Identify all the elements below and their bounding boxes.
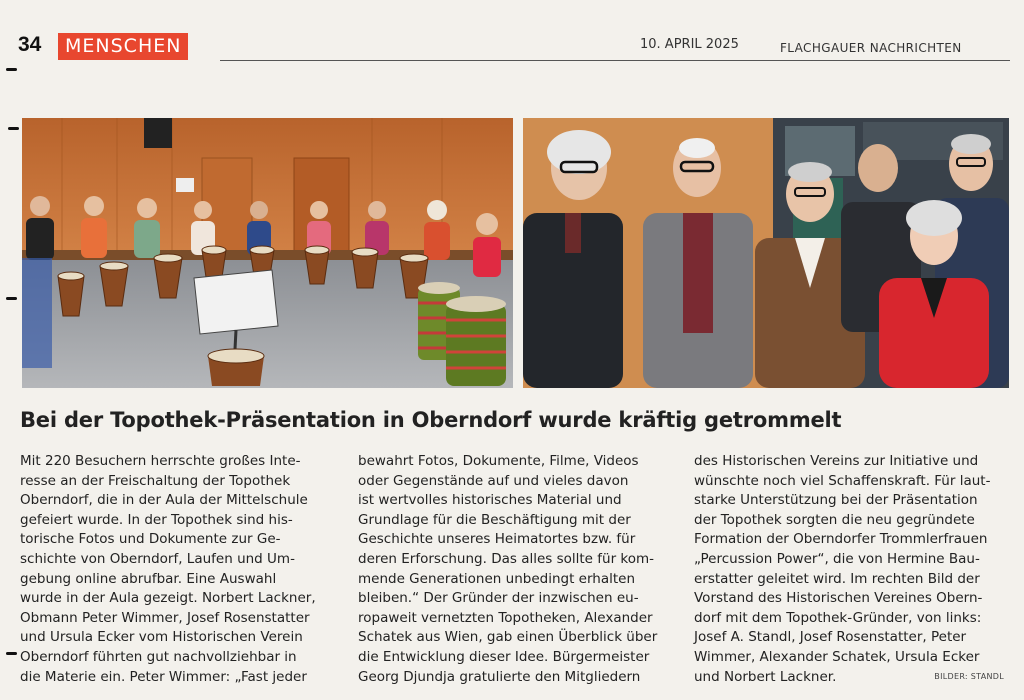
article-column-1: Mit 220 Besuchern herrschte großes Inte- resse an der Freischaltung der Topothek Oberndorf, die in der Aula der Mittelschule gefeiert wurde. In der Topothek sind his- torische Fotos und Dokumente zur Ge- schichte von Oberndorf, Laufen und Um- gebung online abrufbar. Eine Auswahl wurde in der Aula gezeigt. Norbert Lackner, Obmann Peter Wimmer, Josef Rosenstatter und Ursula Ecker vom Historischen Verein Oberndorf führten gut nachvollziehbar in die Materie ein. Peter Wimmer: „Fast jeder (20, 453, 316, 685)
photo-drumming-group (22, 118, 513, 388)
page-number: 34 (18, 33, 42, 56)
scan-mark (8, 127, 19, 130)
scan-mark (6, 297, 17, 300)
photo-board-members (523, 118, 1009, 388)
scan-mark (6, 68, 17, 71)
article-column-2: bewahrt Fotos, Dokumente, Filme, Videos oder Gegenstände auf und vieles davon ist wertvolles historisches Material und Grundlage für die Beschäftigung mit der Geschichte unseres Heimatortes bzw. für deren Erforschung. Das alles sollte für kom- mende Generationen unbedingt erhalten bleiben.“ Der Gründer der inzwischen eu- ropaweit vernetzten Topotheken, Alexander Schatek aus Wien, gab einen Überblick über die Entwicklung dieser Idee. Bürgermeister Georg Djundja gratulierte den Mitgliedern (358, 453, 658, 685)
photo-credit: BILDER: STANDL (934, 672, 1004, 681)
article-column-3: des Historischen Vereins zur Initiative und wünschte noch viel Schaffenskraft. Für laut- starke Unterstützung bei der Präsentation der Topothek sorgten die neu gegründete Formation der Oberndorfer Trommlerfrauen „Percussion Power“, die von Hermine Bau- erstatter geleitet wird. Im rechten Bild der Vorstand des Historischen Vereines Obern- dorf mit dem Topothek-Gründer, von links: Josef A. Standl, Josef Rosenstatter, Peter Wimmer, Alexander Schatek, Ursula Ecker und Norbert Lackner. (694, 453, 991, 685)
newspaper-name: FLACHGAUER NACHRICHTEN (780, 41, 962, 55)
section-tag: MENSCHEN (58, 33, 188, 60)
article-headline: Bei der Topothek-Präsentation in Oberndorf wurde kräftig getrommelt (20, 408, 842, 432)
issue-date: 10. APRIL 2025 (640, 37, 739, 52)
scan-mark (6, 652, 17, 655)
header-rule (220, 60, 1010, 61)
